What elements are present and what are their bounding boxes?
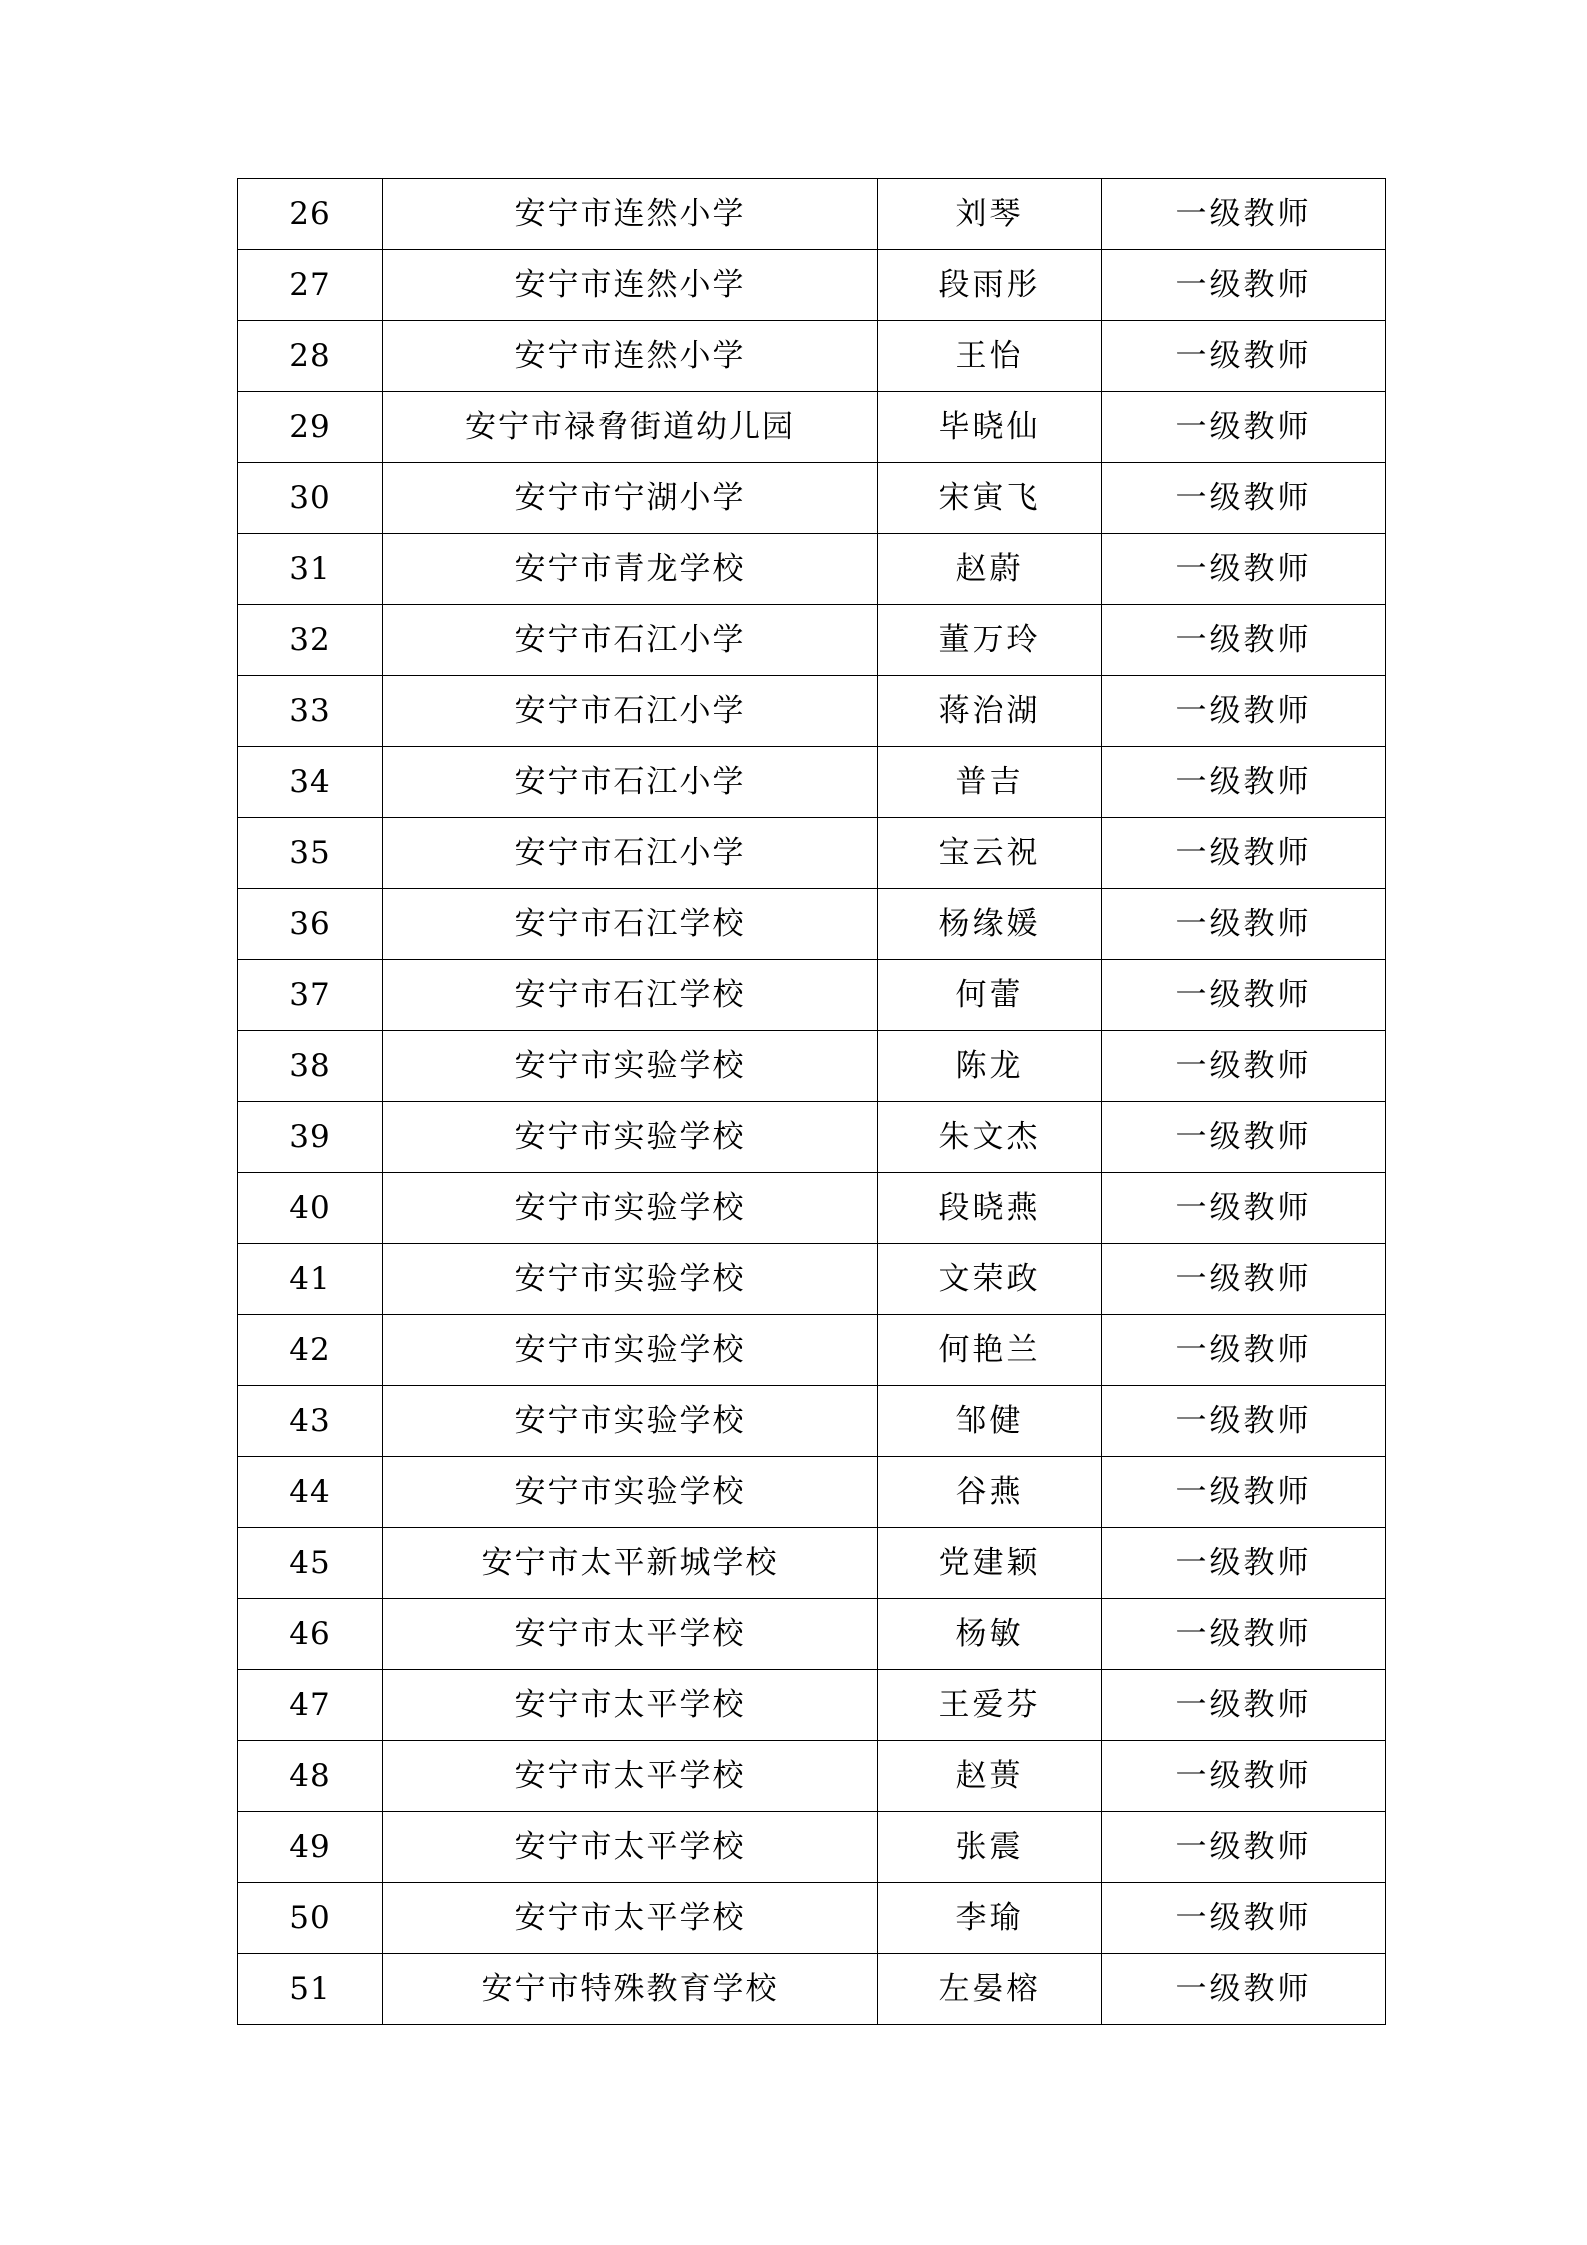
row-title-cell: 一级教师 <box>1102 250 1386 321</box>
table-row <box>238 1599 1386 1670</box>
row-name-cell: 段雨彤 <box>878 250 1102 321</box>
row-title-cell: 一级教师 <box>1102 1102 1386 1173</box>
row-name-cell: 王怡 <box>878 321 1102 392</box>
table-row <box>238 747 1386 818</box>
row-index-cell: 51 <box>238 1954 383 2025</box>
row-school-cell: 安宁市实验学校 <box>383 1315 878 1386</box>
row-school-cell: 安宁市实验学校 <box>383 1031 878 1102</box>
row-school-cell: 安宁市太平新城学校 <box>383 1528 878 1599</box>
table-row <box>238 676 1386 747</box>
table-row <box>238 179 1386 250</box>
row-school-cell: 安宁市石江小学 <box>383 605 878 676</box>
row-index-cell: 36 <box>238 889 383 960</box>
row-school-cell: 安宁市青龙学校 <box>383 534 878 605</box>
table-row <box>238 1457 1386 1528</box>
row-school-cell: 安宁市太平学校 <box>383 1670 878 1741</box>
row-name-cell: 朱文杰 <box>878 1102 1102 1173</box>
row-name-cell: 左晏榕 <box>878 1954 1102 2025</box>
row-index-cell: 37 <box>238 960 383 1031</box>
row-school-cell: 安宁市太平学校 <box>383 1741 878 1812</box>
row-index-cell: 41 <box>238 1244 383 1315</box>
row-title-cell: 一级教师 <box>1102 1244 1386 1315</box>
row-title-cell: 一级教师 <box>1102 605 1386 676</box>
row-index-cell: 31 <box>238 534 383 605</box>
table-row <box>238 1031 1386 1102</box>
row-name-cell: 王爱芬 <box>878 1670 1102 1741</box>
table-row <box>238 1173 1386 1244</box>
row-name-cell: 何艳兰 <box>878 1315 1102 1386</box>
row-name-cell: 李瑜 <box>878 1883 1102 1954</box>
row-school-cell: 安宁市特殊教育学校 <box>383 1954 878 2025</box>
table-row <box>238 1883 1386 1954</box>
row-title-cell: 一级教师 <box>1102 1457 1386 1528</box>
row-title-cell: 一级教师 <box>1102 1954 1386 2025</box>
row-title-cell: 一级教师 <box>1102 1386 1386 1457</box>
row-index-cell: 27 <box>238 250 383 321</box>
row-title-cell: 一级教师 <box>1102 1883 1386 1954</box>
table-row <box>238 818 1386 889</box>
table-row <box>238 889 1386 960</box>
row-name-cell: 董万玲 <box>878 605 1102 676</box>
row-index-cell: 40 <box>238 1173 383 1244</box>
row-name-cell: 文荣政 <box>878 1244 1102 1315</box>
row-name-cell: 蒋治湖 <box>878 676 1102 747</box>
row-title-cell: 一级教师 <box>1102 179 1386 250</box>
row-name-cell: 普吉 <box>878 747 1102 818</box>
row-name-cell: 杨缘媛 <box>878 889 1102 960</box>
row-school-cell: 安宁市石江学校 <box>383 889 878 960</box>
row-index-cell: 26 <box>238 179 383 250</box>
row-index-cell: 48 <box>238 1741 383 1812</box>
row-title-cell: 一级教师 <box>1102 1173 1386 1244</box>
table-row <box>238 1315 1386 1386</box>
row-title-cell: 一级教师 <box>1102 1812 1386 1883</box>
row-name-cell: 毕晓仙 <box>878 392 1102 463</box>
table-row <box>238 1741 1386 1812</box>
row-name-cell: 谷燕 <box>878 1457 1102 1528</box>
row-school-cell: 安宁市实验学校 <box>383 1244 878 1315</box>
row-index-cell: 34 <box>238 747 383 818</box>
row-name-cell: 宝云祝 <box>878 818 1102 889</box>
row-school-cell: 安宁市太平学校 <box>383 1812 878 1883</box>
table-row <box>238 534 1386 605</box>
row-index-cell: 33 <box>238 676 383 747</box>
row-title-cell: 一级教师 <box>1102 1599 1386 1670</box>
table-row <box>238 960 1386 1031</box>
row-title-cell: 一级教师 <box>1102 1741 1386 1812</box>
row-title-cell: 一级教师 <box>1102 676 1386 747</box>
row-index-cell: 43 <box>238 1386 383 1457</box>
row-name-cell: 邹健 <box>878 1386 1102 1457</box>
row-name-cell: 何蕾 <box>878 960 1102 1031</box>
row-title-cell: 一级教师 <box>1102 392 1386 463</box>
row-school-cell: 安宁市连然小学 <box>383 250 878 321</box>
row-name-cell: 刘琴 <box>878 179 1102 250</box>
row-name-cell: 陈龙 <box>878 1031 1102 1102</box>
row-school-cell: 安宁市太平学校 <box>383 1599 878 1670</box>
table-row <box>238 250 1386 321</box>
row-school-cell: 安宁市连然小学 <box>383 179 878 250</box>
row-school-cell: 安宁市禄脅街道幼儿园 <box>383 392 878 463</box>
table-row <box>238 1812 1386 1883</box>
row-school-cell: 安宁市石江小学 <box>383 676 878 747</box>
row-name-cell: 党建颖 <box>878 1528 1102 1599</box>
table-row <box>238 392 1386 463</box>
row-school-cell: 安宁市太平学校 <box>383 1883 878 1954</box>
row-index-cell: 49 <box>238 1812 383 1883</box>
row-name-cell: 宋寅飞 <box>878 463 1102 534</box>
row-school-cell: 安宁市石江小学 <box>383 818 878 889</box>
row-title-cell: 一级教师 <box>1102 1315 1386 1386</box>
table-row <box>238 1244 1386 1315</box>
row-index-cell: 45 <box>238 1528 383 1599</box>
row-school-cell: 安宁市实验学校 <box>383 1173 878 1244</box>
row-title-cell: 一级教师 <box>1102 960 1386 1031</box>
row-index-cell: 29 <box>238 392 383 463</box>
row-index-cell: 30 <box>238 463 383 534</box>
row-index-cell: 39 <box>238 1102 383 1173</box>
row-index-cell: 44 <box>238 1457 383 1528</box>
row-index-cell: 38 <box>238 1031 383 1102</box>
row-school-cell: 安宁市实验学校 <box>383 1102 878 1173</box>
row-school-cell: 安宁市实验学校 <box>383 1457 878 1528</box>
roster-table-body <box>238 179 1386 2025</box>
row-name-cell: 赵蒉 <box>878 1741 1102 1812</box>
table-row <box>238 321 1386 392</box>
row-title-cell: 一级教师 <box>1102 1031 1386 1102</box>
row-title-cell: 一级教师 <box>1102 889 1386 960</box>
row-name-cell: 张震 <box>878 1812 1102 1883</box>
row-index-cell: 28 <box>238 321 383 392</box>
row-index-cell: 42 <box>238 1315 383 1386</box>
roster-table-container <box>237 178 1349 2025</box>
row-title-cell: 一级教师 <box>1102 818 1386 889</box>
row-title-cell: 一级教师 <box>1102 1528 1386 1599</box>
roster-table <box>237 178 1386 2025</box>
row-title-cell: 一级教师 <box>1102 1670 1386 1741</box>
table-row <box>238 1528 1386 1599</box>
row-school-cell: 安宁市连然小学 <box>383 321 878 392</box>
table-row <box>238 1670 1386 1741</box>
row-index-cell: 46 <box>238 1599 383 1670</box>
table-row <box>238 1386 1386 1457</box>
row-index-cell: 35 <box>238 818 383 889</box>
row-index-cell: 50 <box>238 1883 383 1954</box>
row-title-cell: 一级教师 <box>1102 321 1386 392</box>
row-index-cell: 32 <box>238 605 383 676</box>
row-title-cell: 一级教师 <box>1102 534 1386 605</box>
row-school-cell: 安宁市宁湖小学 <box>383 463 878 534</box>
row-title-cell: 一级教师 <box>1102 747 1386 818</box>
row-school-cell: 安宁市石江小学 <box>383 747 878 818</box>
row-school-cell: 安宁市石江学校 <box>383 960 878 1031</box>
row-title-cell: 一级教师 <box>1102 463 1386 534</box>
row-name-cell: 赵蔚 <box>878 534 1102 605</box>
table-row <box>238 1954 1386 2025</box>
table-row <box>238 605 1386 676</box>
table-row <box>238 1102 1386 1173</box>
row-name-cell: 杨敏 <box>878 1599 1102 1670</box>
table-row <box>238 463 1386 534</box>
row-school-cell: 安宁市实验学校 <box>383 1386 878 1457</box>
row-name-cell: 段晓燕 <box>878 1173 1102 1244</box>
row-index-cell: 47 <box>238 1670 383 1741</box>
